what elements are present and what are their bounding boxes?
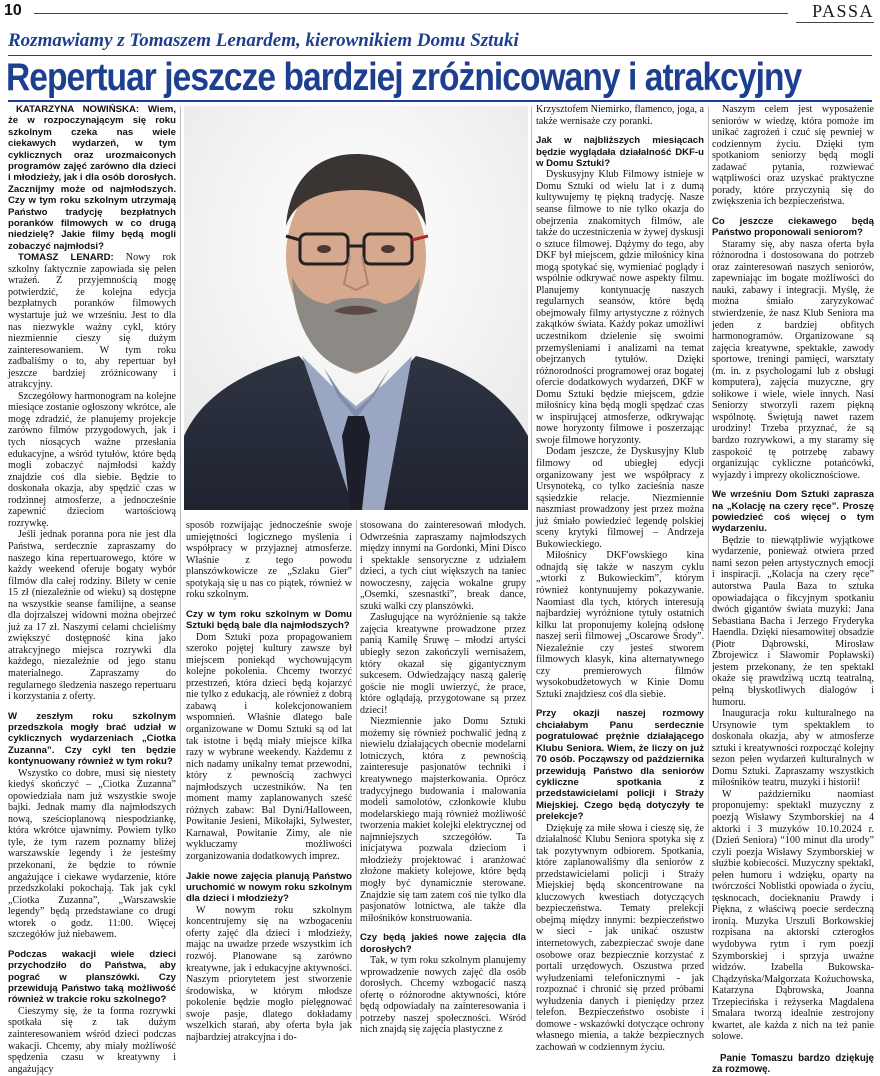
body-paragraph: Dom Sztuki poza propagowaniem szeroko pojętej kultury zawsze był miejscem poniekąd wychowującym kolejne pokolenia. Chcemy tworzyć przestrzeń, która dzieci będą kojarzyć nie tylko z edukacją, ale również z dobrą zabawą i kolekcjonowaniem wspomnień. Właśnie dlatego bale organizowane w Domu Sztuki są od lat tak istotne i będą miały miejsce kilka razy w wybrane weekendy. Każdemu z nich nadamy unikalny temat przewodni, który z pewnością zachwyci najmłodszych uczestników. Na ten moment mamy zaplanowanych sześć różnych zabaw: Bal Dyni/Halloween, Powitanie Jesieni, Mikołajki, Sylwester, Karnawał, Powitanie Zimy, ale nie wykluczamy możliwości zorganizowania dodatkowych imprez. [186, 631, 352, 863]
body-paragraph: Miłośnicy DKF'owskiego kina odnajdą się także w naszym cyklu „wtorki z Bukowieckim”, którym również kontynuujemy pokazywanie. Naomiast dla tych, których interesują najbardziej wyróżnione tytuły ostatnich kilku lat proponujemy kolejną odsłonę naszej serii filmowej „Oscarowe Środy”. Niezależnie czy jesteś stworem filmowych klasyk, kina alternatywnego czy premierowych filmów wysokobudżetowych w Kinie Domu Sztuki znajdziesz coś dla siebie. [536, 550, 704, 700]
question-paragraph: Jak w najbliższych miesiącach będzie wyglądała działalność DKF-u w Domu Sztuki? [536, 135, 704, 169]
body-paragraph: Naszym celem jest wyposażenie seniorów w wiedzę, która pomoże im unikać zagrożeń i czuć się pewniej w codziennym życiu. Dzięki tym spotkaniom seniorzy będą mogli zadawać pytania, rozwiewać wątpliwości oraz uzyskać praktyczne porady, które przyczynią się do zwiększenia ich bezpieczeństwa. [712, 104, 874, 208]
body-paragraph: Staramy się, aby nasza oferta była różnorodna i dostosowana do potrzeb oraz zainteresowań naszych seniorów, zapewniając im bogate możliwości do nauki, zabawy i integracji. Myślę, że można śmiało zaryzykować stwierdzenie, że nasz Klub Seniora ma jeden z bardziej obfitych harmonogramów. Organizowane są zajęcia kreatywne, spektakle, zawody sportowe, treningi pamięci, warsztaty (m. in. z psychologami lub z obsługi komputera), zajęcia muzyczne, gry sołikowe i wiele, wiele innych. Nasi Seniorzy stworzyli razem piękną wspólnotę. Świętują nawet razem urodziny! Trzeba przyznać, że są bardzo rozrywkowi, a my staramy się zaspokoić tę potrzebę zabawy organizując cykliczne potańcówki, wyjazdy i imprezy okolicznościowe. [712, 238, 874, 481]
header-rule [34, 13, 788, 14]
article-column-1 [8, 104, 176, 1075]
portrait-photo [184, 106, 528, 510]
body-paragraph: Niezmiennie jako Domu Sztuki możemy się również pochwalić jedną z niewielu działających obecnie modelarni lotniczych, która z pewnością zainteresuje pasjonatów techniki i kreatywnego majsterkowania. Oprócz tradycyjnego budowania i malowania modeli samolotów, członkowie klubu modelarskiego mają również możliwość tworzenia makiet kolejki elektrycznej od najmniejszych szczegółów. Ta inicjatywa pozwala dzieciom i młodzieży projektować i aranżować złożone makiety kolejowe, które będą mogły być dynamicznie sterowane. Znajdzie się tam zatem coś nie tylko dla pasjonatów lotnictwa, ale także dla miłośników konstruowania. [360, 716, 526, 924]
body-paragraph: Inauguracja roku kulturalnego na Ursynowie tym spektaklem to doskonała okazja, aby w atmosferze sztuki i kreatywności rozpocząć kolejny sezon pełen wydarzeń kulturalnych w Domu Sztuki. Zapraszamy wszystkich miłośników teatru, muzyki i historii! [712, 708, 875, 789]
body-paragraph: Cieszymy się, że ta forma rozrywki spotkała się z tak dużym zainteresowaniem wśród dzieci podczas wakacji. Chcemy, aby miały możliwość spędzenia czasu w kreatywny i angażujący [8, 1005, 176, 1075]
column-divider [180, 106, 181, 1020]
question-paragraph: We wrześniu Dom Sztuki zaprasza na „Kolację na czery ręce”. Proszę powiedzieć coś więcej o tym wydarzeniu. [712, 489, 874, 535]
body-paragraph: Zasługujące na wyróżnienie są także zajęcia kreatywne prowadzone przez panią Kamilę Śruwę – młodzi artyści ubiegły sezon zakończyli wernisażem, który okazał się gigantycznym sukcesem. Odwiedzający naszą galerię goście nie mogli uwierzyć, że prace, które oglądają, przygotowane są przez dzieci! [360, 612, 526, 716]
answer-paragraph [8, 252, 176, 391]
question-paragraph: W zeszłym roku szkolnym przedszkola mogły brać udział w cyklicznych wydarzeniach „Ciotka Zuzanna”. Czy cykl ten będzie kontynuowany również w tym roku? [8, 710, 176, 768]
question-paragraph: Czy w tym roku szkolnym w Domu Sztuki będą bale dla najmłodszych? [186, 608, 352, 632]
body-paragraph: Dodam jeszcze, że Dyskusyjny Klub filmowy od ubiegłej edycji organizowany jest we współpracy z Ursynoteką, co tylko zacieśnia nasze sąsiedzkie relacje. Niezmiennie naszmiast prowadzony jest przez można już śmiało powiedzieć legendę polskiej sceny krytyki filmowej – Andrzeja Bukowieckiego. [536, 446, 704, 550]
question-paragraph: Podczas wakacji wiele dzieci przychodziło do Państwa, aby pograć w planszówki. Czy przewidują Państwo taką możliwość również w trakcie roku szkolnego? [8, 948, 176, 1006]
body-paragraph: Szczegółowy harmonogram na kolejne miesiące zostanie ogłoszony wkrótce, ale mogę zdradzić, że planujemy projekcje zarówno filmów przygodowych, jak i tych niosących ważne przesłania edukacyjne, a wśród tytułów, które będą mogli zobaczyć najmłodsi każdy znajdzie coś dla siebie. Będzie to doskonała okazja, aby spędzić czas w rodzinnej atmosferze, a jednocześnie zapewnić dzieciom wartościową rozrywkę. [8, 390, 176, 529]
question-paragraph: Co jeszcze ciekawego będą Państwo proponowali seniorom? [712, 215, 874, 239]
article-headline: Repertuar jeszcze bardziej zróżnicowany i atrakcyjny [6, 56, 802, 99]
masthead-rule [796, 22, 874, 23]
column-divider [708, 106, 709, 1020]
article-column-2 [186, 520, 352, 1043]
body-paragraph: Będzie to niewątpliwie wyjątkowe wydarzenie, ponieważ otwiera przed nami sezon pełen artystycznych emocji i inspiracji. „Kolacja na czery ręce” autorstwa Paula Baza to sztuka opowiadająca o fikcyjnym spotkaniu dwóch gigantów świata muzyki: Jana Sebastiana Bacha i Jerzego Fryderyka Haendla. Dzięki niesamowitej obsadzie (Piotr Dąbrowski, Mirosław Zbrojewicz i Sławomir Popławski) jestem przekonany, że ten spektakl okaże się prawdziwą ucztą teatralną, pełną błyskotliwych dialogów i humoru. [712, 534, 874, 708]
body-paragraph: Wszystko co dobre, musi się niestety kiedyś skończyć – „Ciotka Zuzanna” opowiedziała nam już wszystkie swoje bajki. Jednak mamy dla najmłodszych nową, sześcioplanową niespodziankę, która wkrótce ujawnimy. Powiem tylko tyle, że tym razem poznamy bliżej warszawskie legendy i że jesteśmy przekonani, że będzie to równie angażujące i ciekawe wydarzenie, które przedszkolaki pokochają. Tak jak cykl „Ciotka Zuzanna”, „Warszawskie legendy” będą przedstawiane co drugi wtorek o godz. 11:00. Więcej szczegółów już niebawem. [8, 767, 176, 941]
question-paragraph: Jakie nowe zajęcia planują Państwo uruchomić w nowym roku szkolnym dla dzieci i młodzieży? [186, 870, 352, 905]
question-paragraph: Przy okazji naszej rozmowy chciałabym Panu serdecznie pogratulować prężnie działającego Klubu Seniora. Wiem, że liczy on już 70 osób. Począwszy od października przewidują Państwo dla seniorów cykliczne spotkania z przedstawicielami policji i Straży Miejskiej. Czego będą dotyczyły te prelekcje? [536, 708, 704, 823]
article-column-4 [536, 104, 704, 1053]
page-number: 10 [4, 2, 22, 19]
body-paragraph: Jeśli jednak poranna pora nie jest dla Państwa, serdecznie zapraszamy do naszego kina repertuarowego, które w każdy weekend oferuje bogaty wybór filmów dla całej rodziny. Bilety w cenie 15 zł (niezależnie od wieku) są dostępne na wszystkie seanse familijne, a seanse dla dojrzalszej widowni można obejrzeć już za 17 zł. Naszymi celami chcieliśmy zwiększyć dostępność kina jako atrakcyjnego miejsca rozrywki dla każdego, niezależnie od jego stanu materialnego. Zapraszamy do regularnego śledzenia naszego repertuaru i korzystania z oferty. [8, 529, 176, 703]
interviewee-name: TOMASZ LENARD: [18, 252, 114, 264]
headline-rule [8, 100, 872, 102]
question-paragraph [8, 104, 176, 252]
article-kicker: Rozmawiamy z Tomaszem Lenardem, kierownikiem Domu Sztuki [8, 30, 519, 51]
column-divider [531, 106, 532, 1020]
interviewer-name: KATARZYNA NOWIŃSKA: [16, 104, 140, 115]
column-divider [356, 520, 357, 1020]
portrait-photo-icon [184, 106, 528, 510]
closing-line: Panie Tomaszu bardzo dziękuję za rozmowę. [712, 1052, 874, 1076]
article-column-3 [360, 520, 526, 1036]
body-paragraph: Tak, w tym roku szkolnym planujemy wprowadzenie nowych zajęć dla osób dorosłych. Chcemy wzbogacić naszą ofertę o różnorodne aktywności, które będą odpowiadały na zainteresowania i potrzeby naszej społeczności. Wśród nich znajdą się zajęcia plastyczne z [360, 954, 526, 1036]
body-paragraph: W październiku naomiast proponujemy: spektakl muzyczny z poezją Wisławy Szymborskiej na 4 aktorki i 3 muzyków 10.10.2024 r. (Dzień Seniora) “100 minut dla urody” czyli poezja Wisławy Szymborskiej w służbie kobiecości. Muzyczny spektakl, pełen humoru i wdzięku, oparty na twórczości Noblistki opowiada o życiu, tęsknocach, docieknaniu Prawdy i Piękna, z właściwą poecie serdeczną ironią. Muzyka Urszuli Borkowskiej rozpisana na aktorski czterogłos wydobywa rytm i rym poezji Szymborskiej i sprzyja uważne widzów. Izabella Bukowska-Chądzyńska/Małgorzata Kożuchowska, Katarzyna Dąbrowska, Joanna Trzepiecińska i reżyserka Magdalena Smalara tworzą idealnie zestrojony kwartet, ale każda z nich na też panie solowe. [712, 788, 874, 1043]
question-paragraph: Czy będą jakieś nowe zajęcia dla dorosłych? [360, 932, 526, 955]
body-paragraph: Krzysztofem Niemirko, flamenco, joga, a także wernisaże czy poranki. [536, 104, 704, 127]
body-paragraph: stosowana do zainteresowań młodych. Odwrześnia zapraszamy najmłodszych między innymi na Gordonki, Mini Disco i spektakle sensoryczne z udziałem dzieci, a tych ciut większych na taniec nowoczesny, zajęcia wokalne grupy „Osemki, szesnastki”, break dance, szuki walki czy planszówki. [360, 520, 526, 612]
answer-text: Nowy rok szkolny faktycznie zapowiada się pełen wrażeń. Z przyjemnością mogę potwierdzić, że kolejna edycja bezpłatnych poranków filmowych wystartuje już we wrześniu. Jest to dla nas niezwykle ważny cykl, który niezmiennie cieszy się dużym zainteresowaniem. W tym roku zadbaliśmy o to, aby repertuar był jeszcze bardziej zróżnicowany i atrakcyjny. [8, 252, 176, 391]
article-column-5 [712, 104, 875, 1076]
body-paragraph: W nowym roku szkolnym koncentrujemy się na wzbogaceniu oferty zajęć dla dzieci i młodzieży, mając na uwadze przede wszystkim ich rozwój. Planowane są zarówno kreatywne, jak i edukacyjne aktywności. Naszym priorytetem jest stworzenie środowiska, w którym młodsze pokolenie będzie mogło pielęgnować swoje pasje, dlatego dokładamy wszelkich starań, aby oferta była jak najbardziej atrakcyjna i do- [186, 904, 352, 1043]
masthead: PASSA [812, 1, 874, 21]
body-paragraph: sposób rozwijając jednocześnie swoje umiejętności logicznego myślenia i współpracy w przyjaznej atmosferze. Właśnie z tego powodu planszówkowicze ze „Szlaku Gier” spotykają się u nas co piątek, również w roku szkolnym. [186, 520, 352, 601]
question-text: Wiem, że w rozpoczynającym się roku szkolnym czeka nas wiele ciekawych wydarzeń, w tym cyklicznych oraz urozmaiconych programów zajęć zarówno dla dzieci i młodzieży, jak i dla osób dorosłych. Zacznijmy może od najmłodszych. Czy w tym roku szkolnym utrzymają Państwo tradycję bezpłatnych poranków filmowych w co drugą niedzielę? Jakie filmy będą mogli zobaczyć najmłodsi? [8, 104, 176, 252]
body-paragraph: Dziękuję za miłe słowa i cieszę się, że działalność Klubu Seniora spotyka się z tak pozytywnym odbiorem. Spotkania, które zaplanowaliśmy dla seniorów z przedstawicielami policji i Straży Miejskiej będą skoncentrowane na kluczowych kwestiach dotyczących bezpieczeństwa. Tematy prelekcji obejmą między innymi: bezpieczeństwo w sieci - jak unikać oszustw internetowych, zabezpieczać swoje dane osobowe oraz bezpiecznie korzystać z portali urzędowych. Oszustwa przed wyłudzeniami telefonicznymi - jak rozpoznać i chronić się przed próbami wyłudzenia danych i pieniędzy przez telefon. Bezpieczeństwo osobiste i domowe - wskazówki dotyczące ochrony własnego mienia, a także bezpiecznych zachowań w codziennym życiu. [536, 822, 704, 1053]
page-header [0, 0, 880, 28]
body-paragraph: Dyskusyjny Klub Filmowy istnieje w Domu Sztuki od wielu lat i z dumą kultywujemy tę piękną tradycję. Nasze seanse filmowe to nie tylko okazja do obejrzenia znakomitych filmów, ale także do uczestniczenia w żywej dyskusji o sztuce filmowej. Dążymy do tego, aby DKF był miejscem, gdzie miłośnicy kina mogą spotykać się, wymieniać poglądy i wspólnie odkrywać nowe aspekty filmu. Planujemy kontynuację naszych regularnych seansów, które będą obejmowały filmy artystyczne z różnych zakątków świata. Każdy pokaz umożliwi uczestnikom dzielenie się swoimi przemyśleniami i analizami na temat obejrzanych tytułów. Dzięki różnorodności programowej oraz bogatej ofercie dodatkowych wydarzeń, DKF w Domu Sztuki będzie miejscem, gdzie miłośnicy kina będą mogli spędzać czas w inspirującej atmosferze, odkrywając nowe horyzonty filmowe i poszerzając swoje filmowe horyzonty. [536, 169, 704, 446]
